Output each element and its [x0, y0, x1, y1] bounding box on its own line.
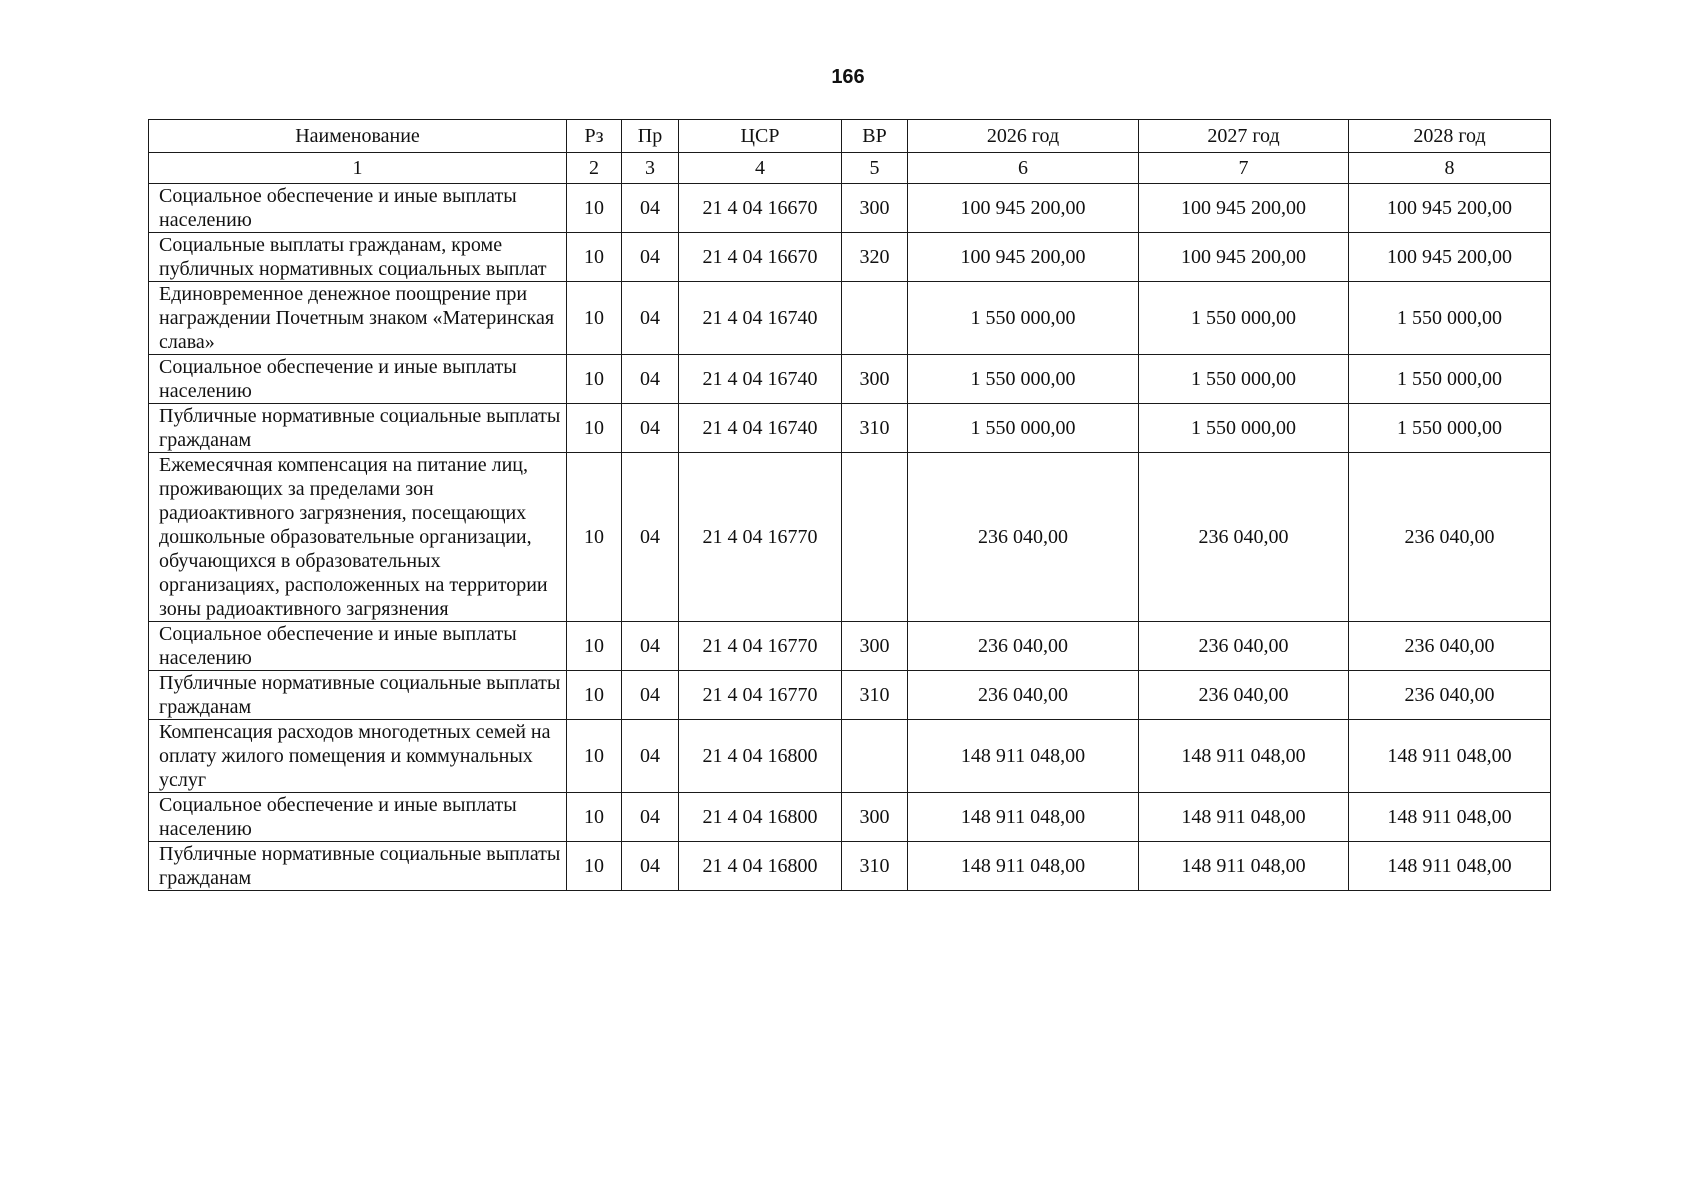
cell-csr: 21 4 04 16800 — [679, 842, 842, 891]
column-number: 4 — [679, 153, 842, 184]
cell-name: Публичные нормативные социальные выплаты гражданам — [149, 671, 567, 720]
cell-vr: 300 — [842, 622, 908, 671]
cell-rz: 10 — [567, 282, 622, 355]
cell-name: Ежемесячная компенсация на питание лиц, проживающих за пределами зон радиоактивного загрязнения, посещающих дошкольные образовательные организации, обучающихся в образовательных организациях, расположенных на территории зоны радиоактивного загрязнения — [149, 453, 567, 622]
cell-vr — [842, 282, 908, 355]
cell-vr: 310 — [842, 671, 908, 720]
cell-2028: 148 911 048,00 — [1349, 720, 1551, 793]
cell-rz: 10 — [567, 355, 622, 404]
cell-csr: 21 4 04 16800 — [679, 720, 842, 793]
header-vr: ВР — [842, 120, 908, 153]
cell-vr: 310 — [842, 842, 908, 891]
cell-rz: 10 — [567, 404, 622, 453]
cell-vr — [842, 720, 908, 793]
cell-2027: 1 550 000,00 — [1139, 355, 1349, 404]
column-number: 3 — [622, 153, 679, 184]
cell-2028: 236 040,00 — [1349, 453, 1551, 622]
table-row — [149, 720, 1551, 793]
cell-rz: 10 — [567, 842, 622, 891]
column-number: 2 — [567, 153, 622, 184]
cell-2026: 1 550 000,00 — [908, 282, 1139, 355]
budget-table — [148, 119, 1551, 891]
cell-2026: 100 945 200,00 — [908, 233, 1139, 282]
table-row — [149, 282, 1551, 355]
cell-2026: 1 550 000,00 — [908, 404, 1139, 453]
cell-pr: 04 — [622, 453, 679, 622]
cell-2027: 148 911 048,00 — [1139, 842, 1349, 891]
header-2027: 2027 год — [1139, 120, 1349, 153]
cell-2027: 236 040,00 — [1139, 671, 1349, 720]
cell-2028: 148 911 048,00 — [1349, 842, 1551, 891]
cell-pr: 04 — [622, 233, 679, 282]
cell-pr: 04 — [622, 720, 679, 793]
cell-csr: 21 4 04 16770 — [679, 453, 842, 622]
cell-2028: 1 550 000,00 — [1349, 404, 1551, 453]
cell-csr: 21 4 04 16770 — [679, 622, 842, 671]
cell-csr: 21 4 04 16800 — [679, 793, 842, 842]
cell-2028: 100 945 200,00 — [1349, 184, 1551, 233]
cell-pr: 04 — [622, 793, 679, 842]
cell-rz: 10 — [567, 671, 622, 720]
cell-2027: 148 911 048,00 — [1139, 720, 1349, 793]
table-row — [149, 671, 1551, 720]
table-row — [149, 622, 1551, 671]
cell-rz: 10 — [567, 184, 622, 233]
header-2028: 2028 год — [1349, 120, 1551, 153]
table-row — [149, 355, 1551, 404]
table-row — [149, 842, 1551, 891]
cell-2028: 100 945 200,00 — [1349, 233, 1551, 282]
cell-2026: 236 040,00 — [908, 453, 1139, 622]
cell-name: Компенсация расходов многодетных семей на оплату жилого помещения и коммунальных услуг — [149, 720, 567, 793]
cell-csr: 21 4 04 16740 — [679, 355, 842, 404]
cell-pr: 04 — [622, 404, 679, 453]
cell-vr — [842, 453, 908, 622]
cell-2028: 236 040,00 — [1349, 671, 1551, 720]
column-number: 6 — [908, 153, 1139, 184]
cell-rz: 10 — [567, 622, 622, 671]
cell-pr: 04 — [622, 671, 679, 720]
cell-name: Публичные нормативные социальные выплаты гражданам — [149, 842, 567, 891]
cell-pr: 04 — [622, 842, 679, 891]
table-row — [149, 404, 1551, 453]
cell-name: Публичные нормативные социальные выплаты гражданам — [149, 404, 567, 453]
cell-2028: 148 911 048,00 — [1349, 793, 1551, 842]
table-row — [149, 184, 1551, 233]
cell-2028: 236 040,00 — [1349, 622, 1551, 671]
header-pr: Пр — [622, 120, 679, 153]
cell-name: Социальное обеспечение и иные выплаты населению — [149, 184, 567, 233]
header-rz: Рз — [567, 120, 622, 153]
cell-2026: 148 911 048,00 — [908, 842, 1139, 891]
cell-2027: 100 945 200,00 — [1139, 233, 1349, 282]
cell-2027: 236 040,00 — [1139, 453, 1349, 622]
column-number: 1 — [149, 153, 567, 184]
cell-vr: 300 — [842, 793, 908, 842]
cell-pr: 04 — [622, 355, 679, 404]
table-row — [149, 233, 1551, 282]
cell-csr: 21 4 04 16770 — [679, 671, 842, 720]
table-row — [149, 793, 1551, 842]
column-number-row — [149, 153, 1551, 184]
cell-2027: 236 040,00 — [1139, 622, 1349, 671]
cell-name: Социальное обеспечение и иные выплаты населению — [149, 355, 567, 404]
cell-pr: 04 — [622, 622, 679, 671]
cell-pr: 04 — [622, 184, 679, 233]
cell-name: Единовременное денежное поощрение при награждении Почетным знаком «Материнская слава» — [149, 282, 567, 355]
column-number: 7 — [1139, 153, 1349, 184]
cell-2028: 1 550 000,00 — [1349, 282, 1551, 355]
cell-name: Социальные выплаты гражданам, кроме публичных нормативных социальных выплат — [149, 233, 567, 282]
cell-vr: 310 — [842, 404, 908, 453]
cell-pr: 04 — [622, 282, 679, 355]
cell-rz: 10 — [567, 453, 622, 622]
cell-2027: 1 550 000,00 — [1139, 404, 1349, 453]
cell-rz: 10 — [567, 720, 622, 793]
cell-2027: 148 911 048,00 — [1139, 793, 1349, 842]
table-row — [149, 453, 1551, 622]
header-2026: 2026 год — [908, 120, 1139, 153]
cell-vr: 320 — [842, 233, 908, 282]
cell-vr: 300 — [842, 184, 908, 233]
cell-2027: 100 945 200,00 — [1139, 184, 1349, 233]
cell-csr: 21 4 04 16740 — [679, 282, 842, 355]
cell-2026: 148 911 048,00 — [908, 720, 1139, 793]
cell-2026: 100 945 200,00 — [908, 184, 1139, 233]
cell-2026: 1 550 000,00 — [908, 355, 1139, 404]
cell-vr: 300 — [842, 355, 908, 404]
cell-2026: 236 040,00 — [908, 622, 1139, 671]
cell-rz: 10 — [567, 793, 622, 842]
cell-rz: 10 — [567, 233, 622, 282]
column-number: 5 — [842, 153, 908, 184]
header-name: Наименование — [149, 120, 567, 153]
cell-2026: 148 911 048,00 — [908, 793, 1139, 842]
cell-2028: 1 550 000,00 — [1349, 355, 1551, 404]
cell-name: Социальное обеспечение и иные выплаты населению — [149, 793, 567, 842]
cell-name: Социальное обеспечение и иные выплаты населению — [149, 622, 567, 671]
cell-csr: 21 4 04 16740 — [679, 404, 842, 453]
cell-2027: 1 550 000,00 — [1139, 282, 1349, 355]
cell-2026: 236 040,00 — [908, 671, 1139, 720]
page-number: 166 — [831, 66, 865, 88]
cell-csr: 21 4 04 16670 — [679, 184, 842, 233]
header-csr: ЦСР — [679, 120, 842, 153]
header-row — [149, 120, 1551, 153]
column-number: 8 — [1349, 153, 1551, 184]
cell-csr: 21 4 04 16670 — [679, 233, 842, 282]
